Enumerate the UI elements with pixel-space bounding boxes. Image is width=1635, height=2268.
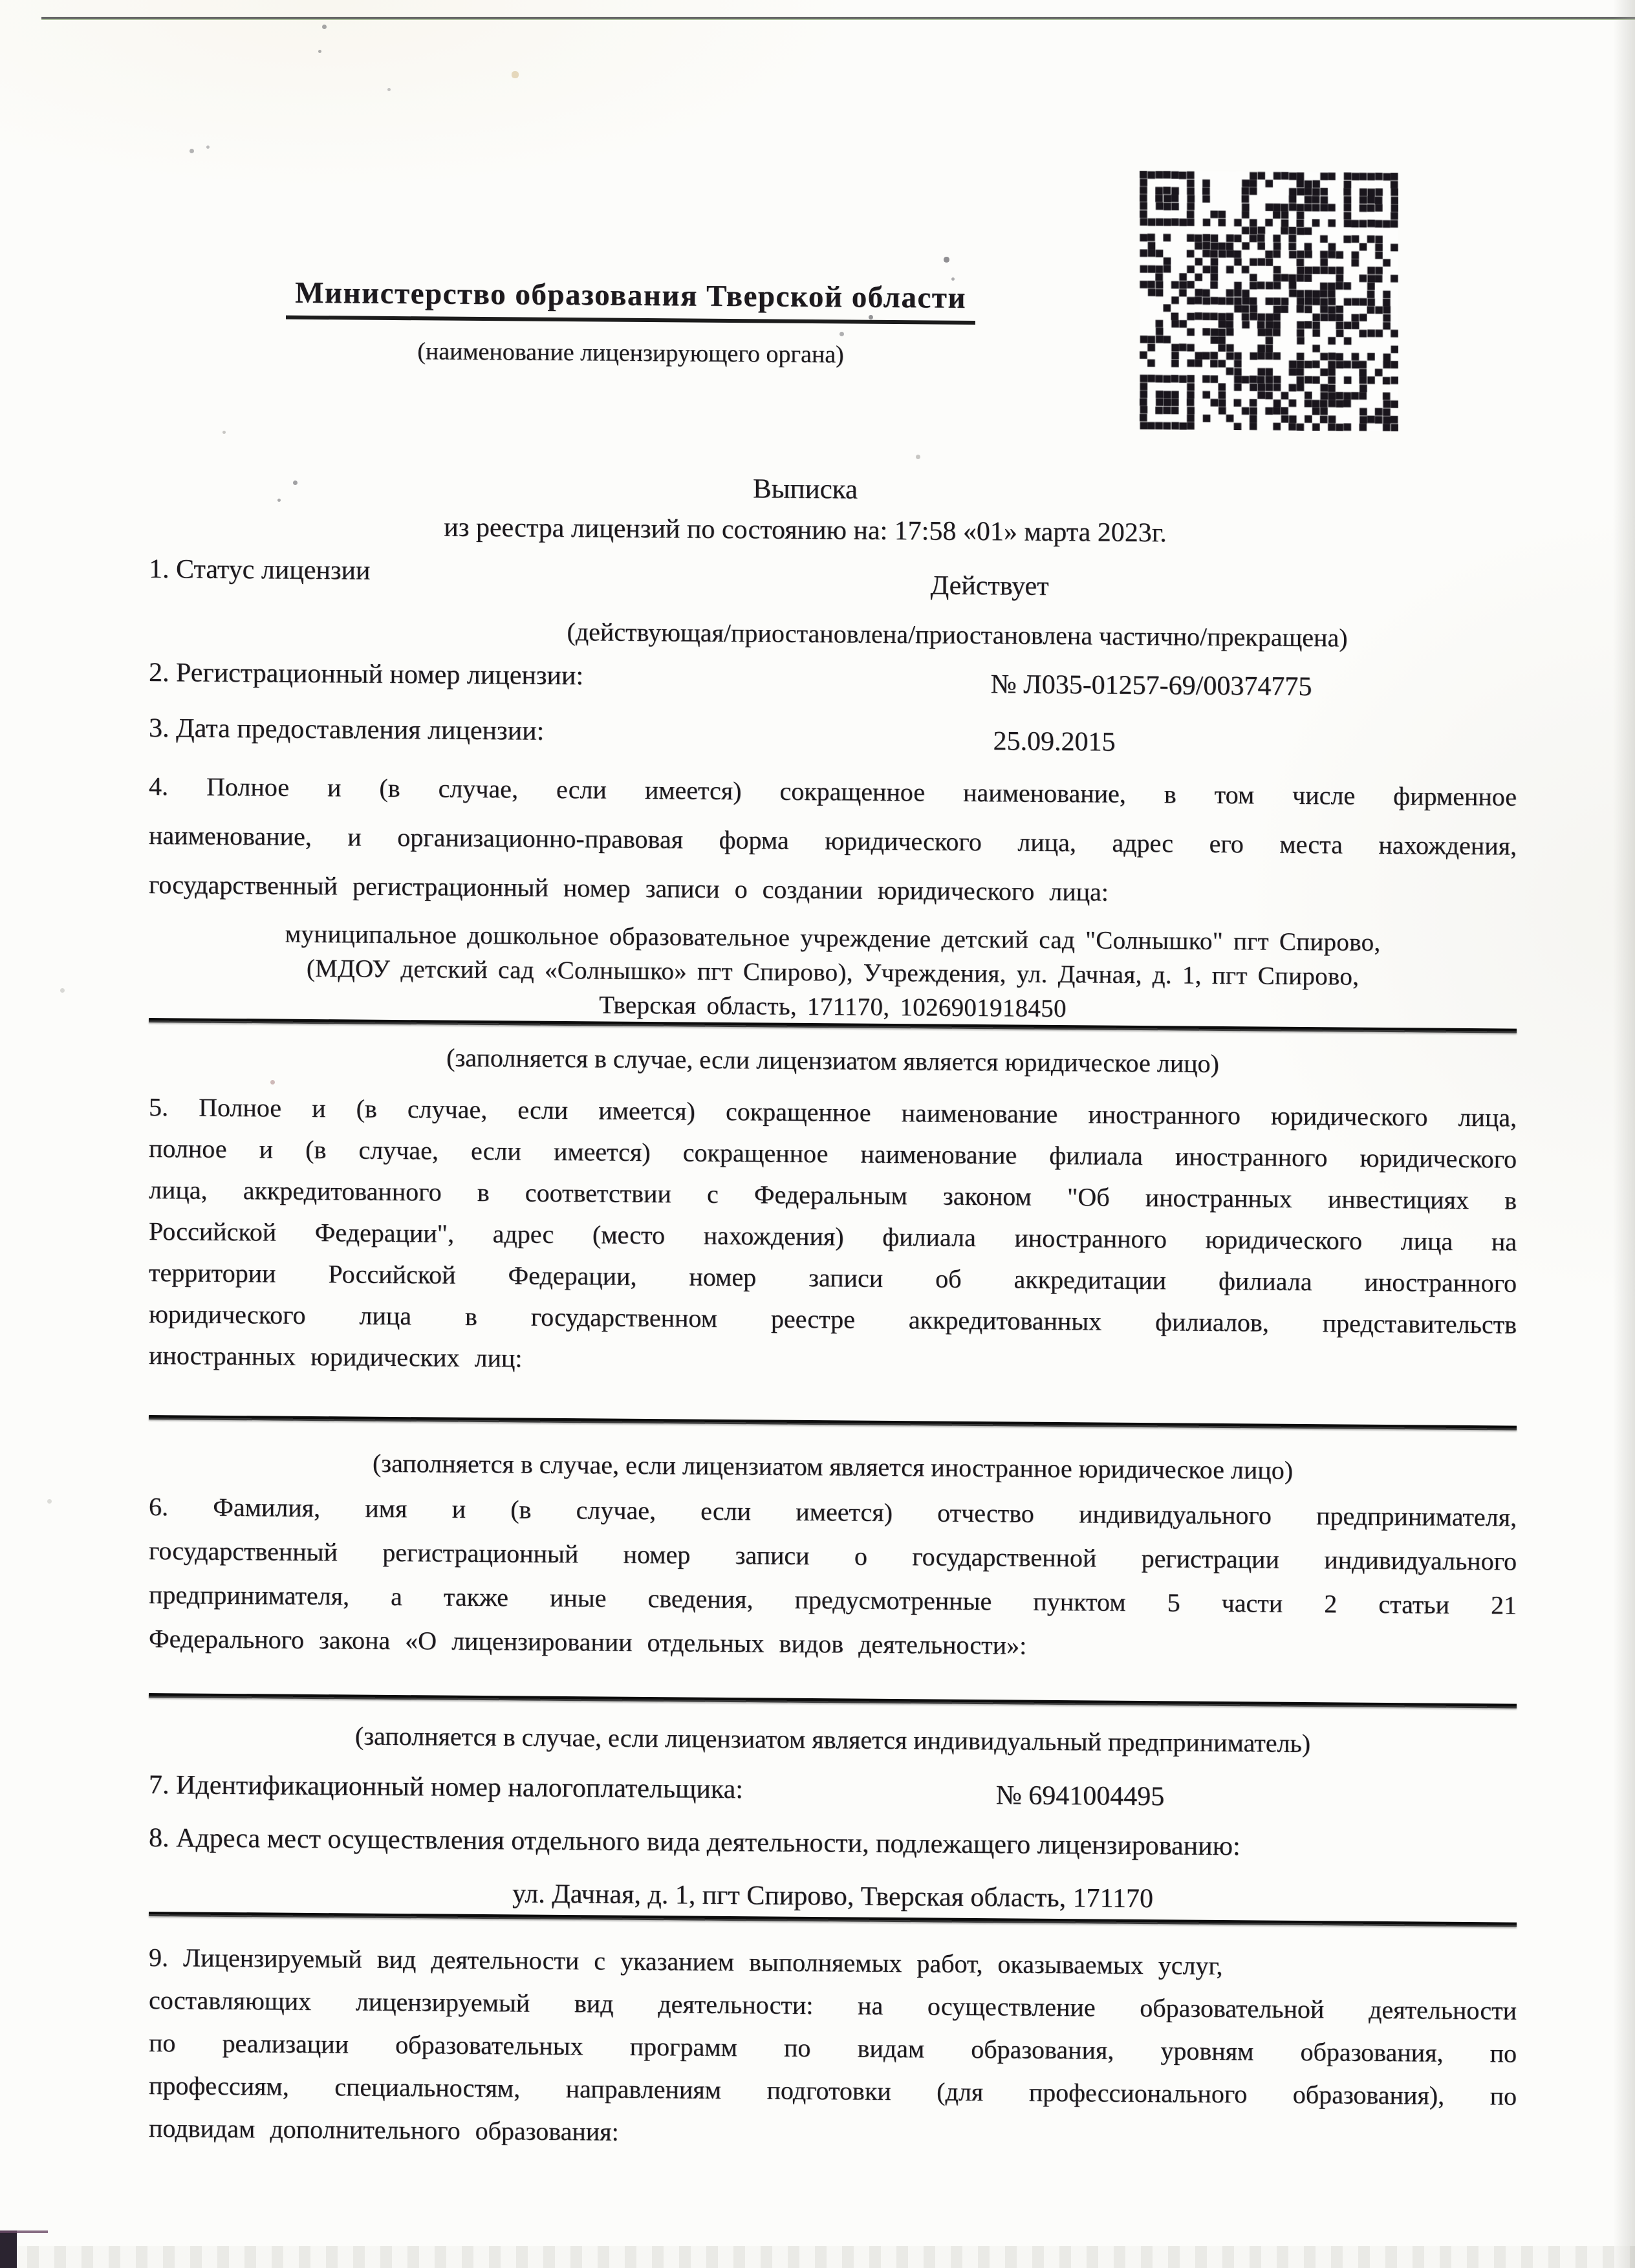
paragraph-line: Федерального закона «О лицензировании отдельных видов деятельности»: bbox=[149, 1624, 1027, 1660]
document-sheet bbox=[149, 0, 1517, 2268]
entrepreneur-hint: (заполняется в случае, если лицензиатом является индивидуальный предприниматель) bbox=[354, 1721, 1311, 1758]
addresses-value: ул. Дачная, д. 1, пгт Спирово, Тверская область, 171170 bbox=[512, 1879, 1153, 1914]
legal-entity-hint: (заполняется в случае, если лицензиатом является юридическое лицо) bbox=[446, 1042, 1219, 1078]
paragraph-line: предпринимателя, а также иные сведения, предусмотренные пунктом 5 части 2 статьи 21 bbox=[149, 1580, 1517, 1620]
grant-date-value: 25.09.2015 bbox=[993, 726, 1116, 757]
registration-number-label: 2. Регистрационный номер лицензии: bbox=[149, 658, 584, 691]
licensing-authority-caption: (наименование лицензирующего органа) bbox=[417, 338, 844, 369]
document-title: Выписка bbox=[752, 473, 858, 505]
field-addresses bbox=[149, 1822, 1517, 1872]
paragraph-line: территории Российской Федерации, номер записи об аккредитации филиала иностранного bbox=[149, 1258, 1517, 1298]
paragraph-line: государственный регистрационный номер записи о создании юридического лица: bbox=[149, 870, 1109, 907]
license-status-hint: (действующая/приостановлена/приостановлена частично/прекращена) bbox=[567, 617, 1348, 653]
grant-date-label: 3. Дата предоставления лицензии: bbox=[149, 713, 545, 746]
inn-value: № 6941004495 bbox=[995, 1780, 1165, 1812]
separator-line bbox=[149, 1693, 1517, 1709]
legal-entity-value-line: (МДОУ детский сад «Солнышко» пгт Спирово), Учреждения, ул. Дачная, д. 1, пгт Спирово, bbox=[306, 954, 1359, 991]
paragraph-line: по реализации образовательных программ по видам образования, уровням образования, по bbox=[149, 2028, 1517, 2068]
paragraph-line: 6. Фамилия, имя и (в случае, если имеется) отчество индивидуального предпринимателя, bbox=[149, 1492, 1517, 1532]
addresses-label: 8. Адреса мест осуществления отдельного вида деятельности, подлежащего лицензированию: bbox=[149, 1823, 1240, 1862]
paragraph-line: составляющих лицензируемый вид деятельности: на осуществление образовательной деятельности bbox=[149, 1985, 1517, 2025]
foreign-entity-hint: (заполняется в случае, если лицензиатом является иностранное юридическое лицо) bbox=[372, 1448, 1294, 1485]
paragraph-line: юридического лица в государственном реестре аккредитованных филиалов, представительств bbox=[149, 1299, 1517, 1339]
scan-artifact-corner-line bbox=[0, 2230, 48, 2233]
paragraph-line: подвидам дополнительного образования: bbox=[149, 2113, 619, 2146]
qr-code-icon bbox=[1140, 171, 1398, 431]
inn-label: 7. Идентификационный номер налогоплательщика: bbox=[149, 1770, 743, 1805]
paragraph-line: Российской Федерации", адрес (место нахождения) филиала иностранного юридического лица на bbox=[149, 1216, 1517, 1257]
document-subtitle: из реестра лицензий по состоянию на: 17:58 «01» марта 2023г. bbox=[444, 512, 1167, 548]
paragraph-line: лица, аккредитованного в соответствии с Федеральным законом "Об иностранных инвестициях в bbox=[149, 1175, 1517, 1215]
legal-entity-value-line: муниципальное дошкольное образовательное учреждение детский сад "Солнышко" пгт Спирово, bbox=[285, 920, 1381, 956]
activity-paragraph bbox=[149, 1936, 1517, 2161]
legal-entity-paragraph bbox=[149, 762, 1517, 920]
field-inn bbox=[149, 1769, 1517, 1819]
paragraph-line: 5. Полное и (в случае, если имеется) сокращенное наименование иностранного юридического лица, bbox=[149, 1092, 1517, 1132]
paragraph-line: наименование, и организационно-правовая форма юридического лица, адрес его места нахождения, bbox=[149, 821, 1517, 861]
legal-entity-value bbox=[149, 916, 1517, 1030]
paragraph-line: полное и (в случае, если имеется) сокращенное наименование филиала иностранного юридического bbox=[149, 1134, 1517, 1174]
license-status-value: Действует bbox=[930, 570, 1049, 601]
foreign-entity-paragraph bbox=[149, 1086, 1517, 1387]
registration-number-value: № Л035-01257-69/00374775 bbox=[990, 669, 1312, 702]
paragraph-line: иностранных юридических лиц: bbox=[149, 1341, 523, 1373]
license-status-label: 1. Статус лицензии bbox=[149, 554, 371, 586]
scan-artifact-right-edge bbox=[1613, 0, 1635, 2268]
paragraph-line: профессиям, специальностям, направлениям подготовки (для профессионального образования), по bbox=[149, 2071, 1517, 2111]
separator-line bbox=[149, 1415, 1517, 1431]
field-registration-number bbox=[149, 657, 1517, 707]
legal-entity-value-line: Тверская область, 171170, 1026901918450 bbox=[599, 991, 1067, 1023]
field-license-status bbox=[149, 554, 1517, 603]
paragraph-line: 4. Полное и (в случае, если имеется) сокращенное наименование, в том числе фирменное bbox=[149, 772, 1517, 812]
scan-artifact-corner-mark bbox=[0, 2230, 17, 2268]
paragraph-line: государственный регистрационный номер записи о государственной регистрации индивидуального bbox=[149, 1536, 1517, 1576]
field-grant-date bbox=[149, 713, 1517, 762]
entrepreneur-paragraph bbox=[149, 1485, 1517, 1672]
scan-specks bbox=[0, 0, 2, 2]
paragraph-line: 9. Лицензируемый вид деятельности с указанием выполняемых работ, оказываемых услуг, bbox=[149, 1943, 1223, 1981]
header bbox=[252, 275, 1009, 370]
licensing-authority-name: Министерство образования Тверской области bbox=[286, 275, 975, 325]
